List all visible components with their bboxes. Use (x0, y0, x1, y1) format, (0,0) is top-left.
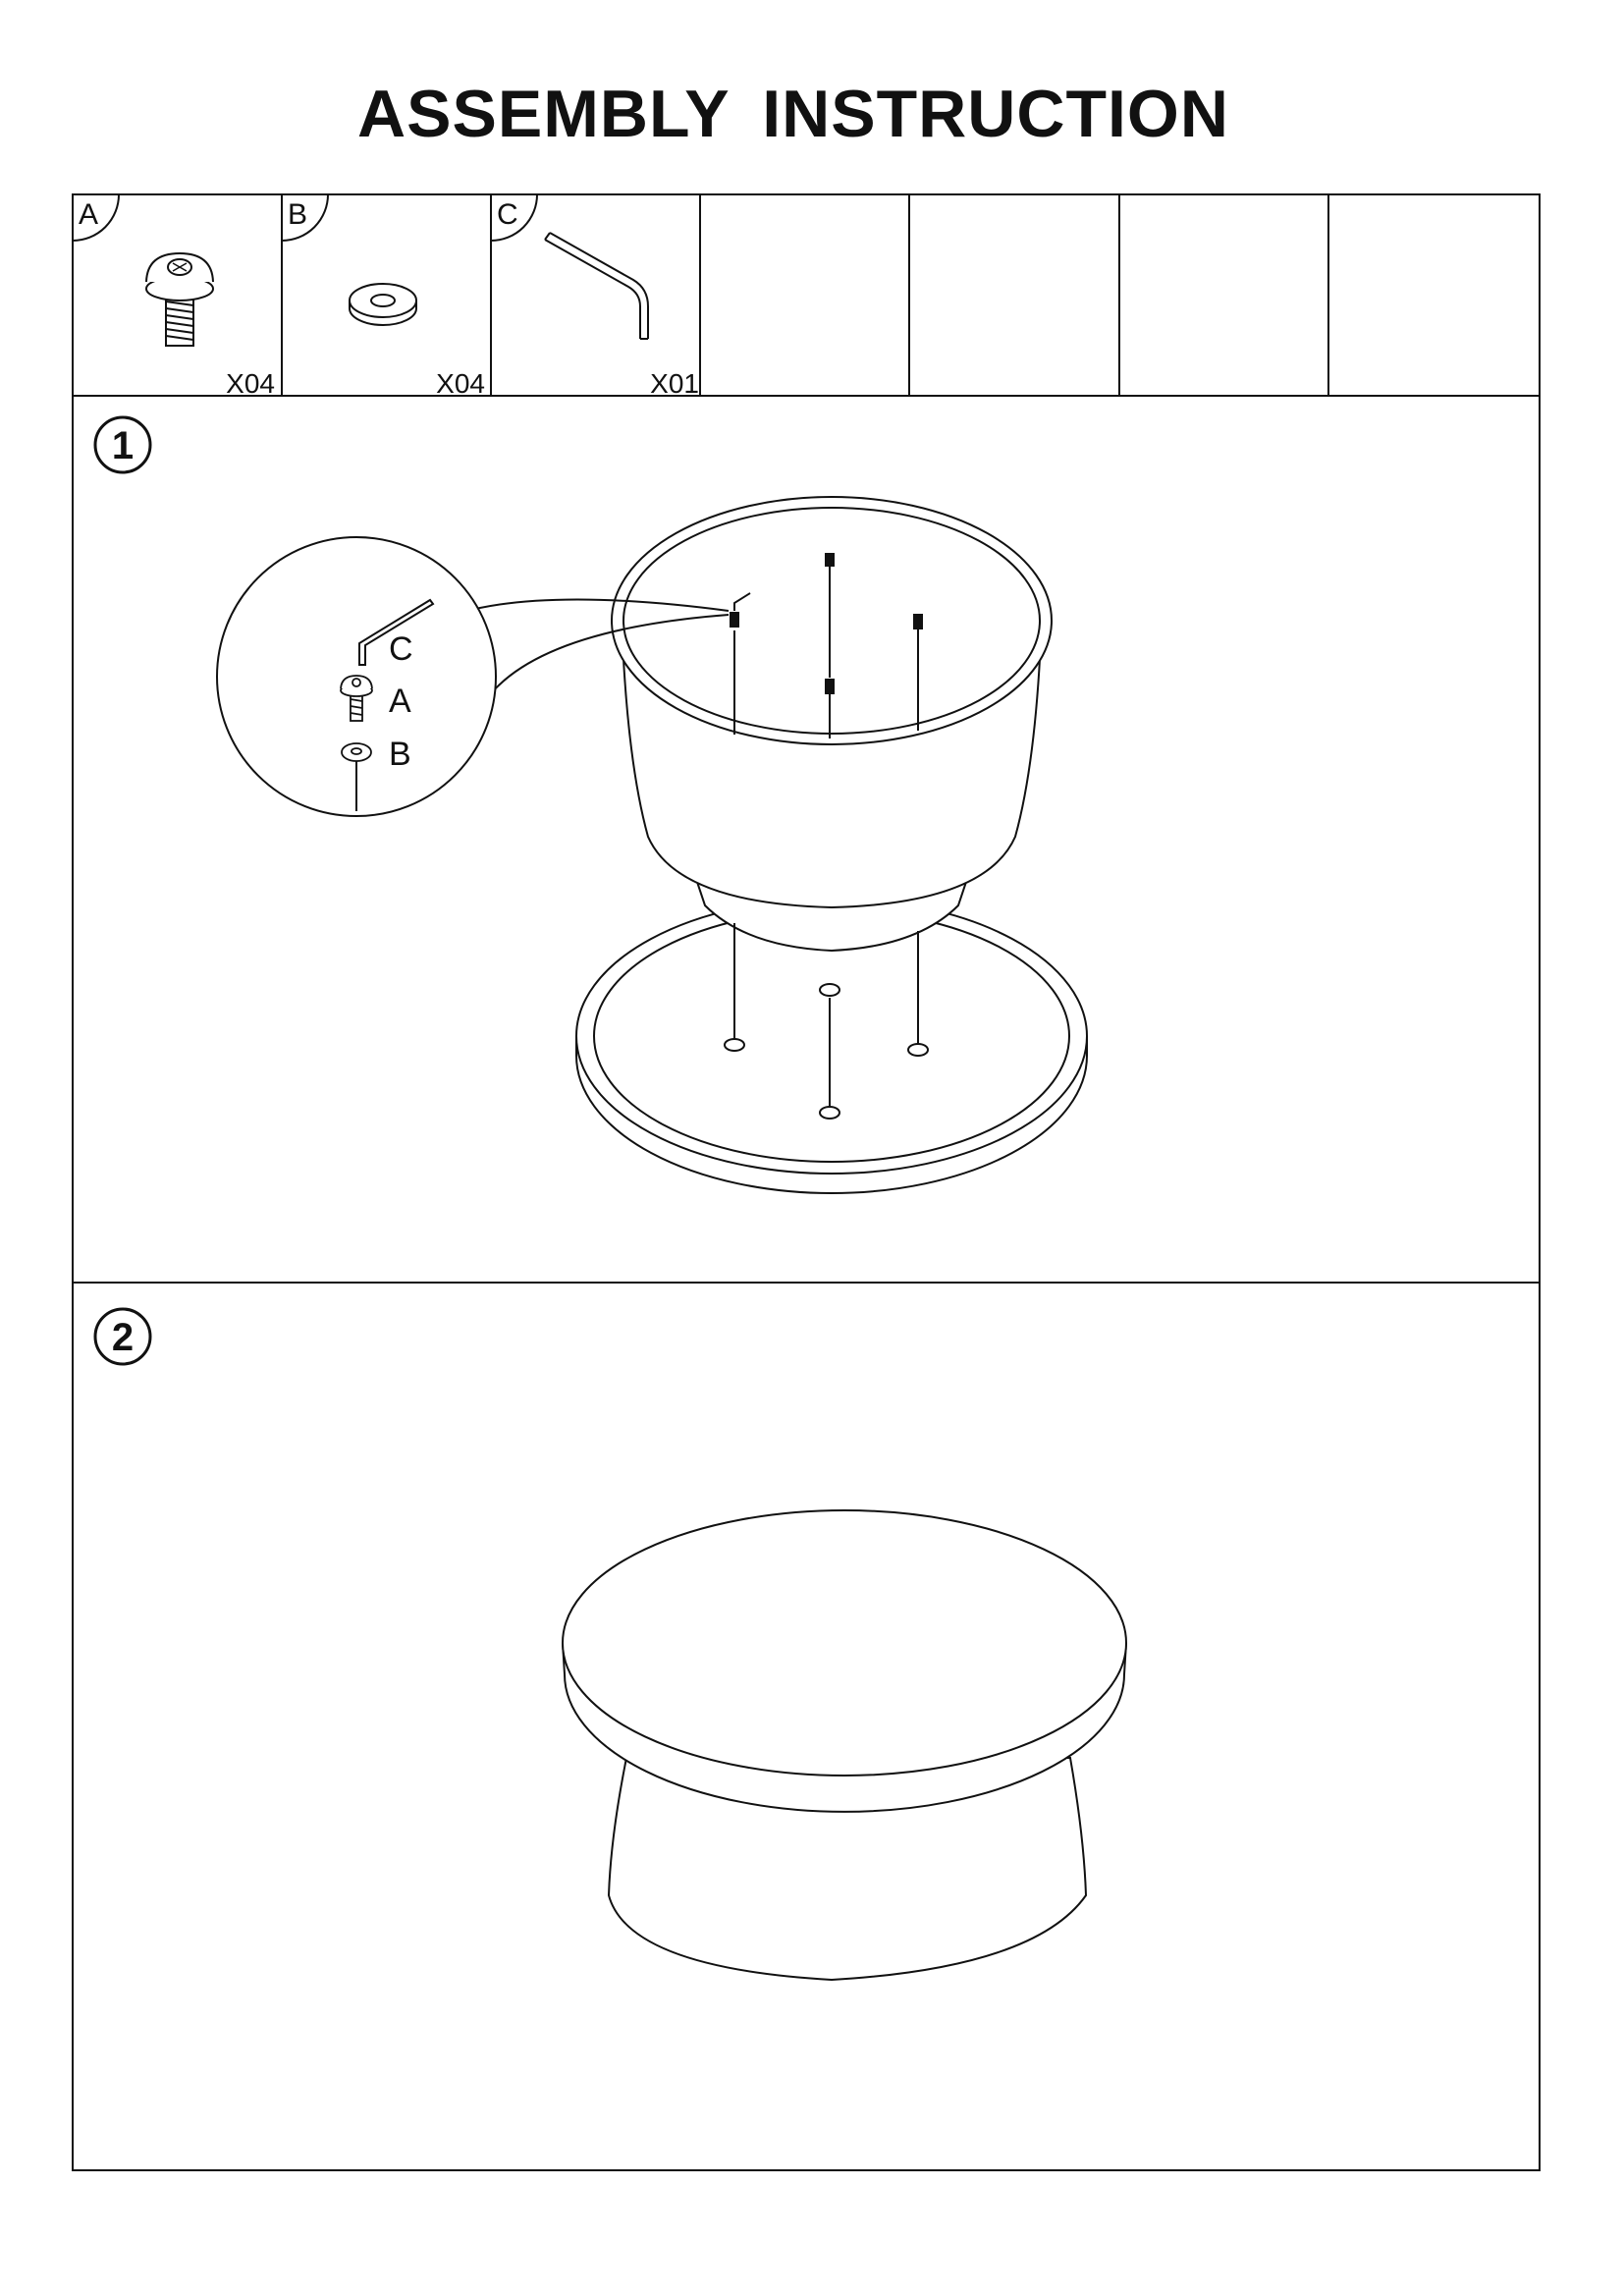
step-2 (95, 1309, 1126, 1980)
washer-icon (342, 743, 371, 761)
assembled-table (563, 1510, 1126, 1980)
part-a-cell (73, 194, 275, 399)
step-number: 1 (111, 424, 135, 467)
part-letter: C (497, 198, 518, 231)
hex-key-icon (545, 233, 648, 339)
part-quantity: X01 (650, 368, 699, 399)
part-c-cell (491, 194, 699, 399)
callout-label: A (389, 683, 411, 720)
step-1 (95, 417, 1087, 1193)
part-letter: A (79, 198, 99, 231)
washer-icon (350, 284, 416, 325)
document-title: ASSEMBLY INSTRUCTION (357, 77, 1229, 151)
part-quantity: X04 (436, 368, 485, 399)
part-letter: B (288, 198, 308, 231)
callout-label: C (389, 630, 413, 668)
callout-label: B (389, 736, 411, 773)
part-quantity: X04 (226, 368, 275, 399)
screw-icon (146, 253, 213, 346)
part-b-cell (282, 194, 485, 399)
step-number: 2 (111, 1316, 135, 1359)
detail-callout (217, 537, 496, 816)
